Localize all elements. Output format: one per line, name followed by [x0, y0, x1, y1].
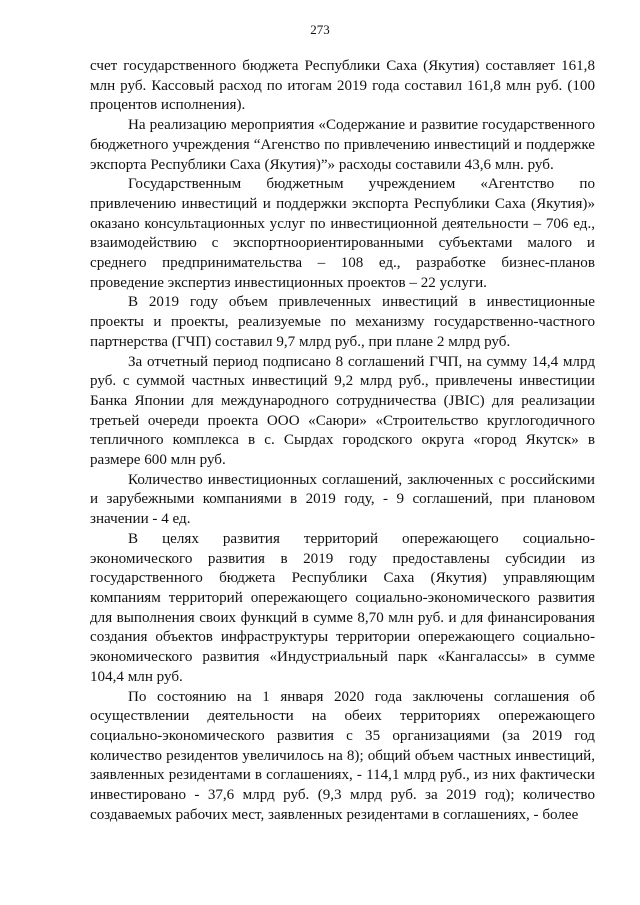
page-number: 273	[310, 22, 330, 37]
paragraph: Количество инвестиционных соглашений, заключенных с российскими и зарубежными компаниями в 2019 году, - 9 соглашений, при плановом значении - 4 ед.	[90, 471, 595, 528]
paragraph: Государственным бюджетным учреждением «Агентство по привлечению инвестиций и поддержки экспорта Республики Саха (Якутия)» оказано консультационных услуг по инвестиционной деятельности – 706 ед., взаимодействию с экспортноориентированными субъектами малого и среднего предпринимательства – 108 ед., разработке бизнес-планов проведение экспертиз инвестиционных проектов – 22 услуги.	[90, 176, 595, 291]
paragraph: В 2019 году объем привлеченных инвестиций в инвестиционные проекты и проекты, реализуемые по механизму государственно-частного партнерства (ГЧП) составил 9,7 млрд руб., при плане 2 млрд руб.	[90, 294, 595, 350]
paragraph: По состоянию на 1 января 2020 года заключены соглашения об осуществлении деятельности на обеих территориях опережающего социально-экономического развития с 35 организациями (за 2019 год количество резидентов увеличилось на 8); общий объем частных инвестиций, заявленных резидентами в соглашениях, - 114,1 млрд руб., из них фактически инвестировано - 37,6 млрд руб. (9,3 млрд руб. за 2019 год); количество создаваемых рабочих мест, заявленных резидентами в соглашениях, - более	[90, 688, 595, 823]
paragraph: За отчетный период подписано 8 соглашений ГЧП, на сумму 14,4 млрд руб. с суммой частных инвестиций 9,2 млрд руб., привлечены инвестиции Банка Японии для международного сотрудничества (JBIC) для реализации третьей очереди проекта ООО «Саюри» «Строительство круглогодичного тепличного комплекса в с. Сырдах городского округа «город Якутск» в размере 600 млн руб.	[90, 353, 595, 469]
paragraph-continuation: счет государственного бюджета Республики Саха (Якутия) составляет 161,8 млн руб. Кассовый расход по итогам 2019 года составил 161,8 млн руб. (100 процентов исполнения).	[90, 58, 595, 114]
document-body	[90, 57, 595, 825]
paragraph: В целях развития территорий опережающего социально-экономического развития в 2019 году предоставлены субсидии из государственного бюджета Республики Саха (Якутия) управляющим компаниям территорий опережающего социально-экономического развития для выполнения своих функций в сумме 8,70 млн руб. и для финансирования создания объектов инфраструктуры территории опережающего социально-экономического развития «Индустриальный парк «Кангалассы» в сумме 104,4 млн руб.	[90, 530, 595, 685]
paragraph: На реализацию мероприятия «Содержание и развитие государственного бюджетного учреждения “Агенство по привлечению инвестиций и поддержке экспорта Республики Саха (Якутия)”» расходы составили 43,6 млн. руб.	[90, 117, 595, 173]
